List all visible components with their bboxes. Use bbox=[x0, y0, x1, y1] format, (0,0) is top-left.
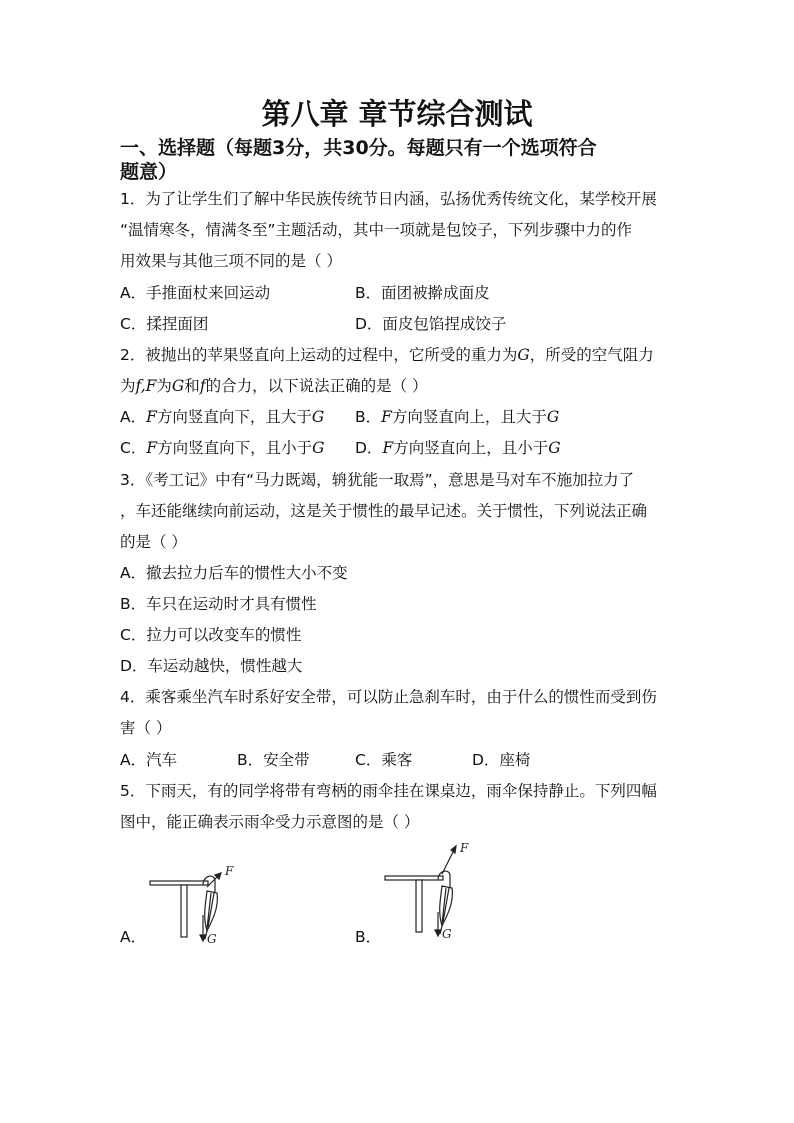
q4-option-a: A．汽车 bbox=[120, 751, 178, 769]
label-f: F bbox=[460, 841, 469, 855]
symbol-g: G bbox=[311, 408, 325, 426]
q2-stem-text: 2．被抛出的苹果竖直向上运动的过程中，它所受的重力为 bbox=[120, 346, 518, 364]
arrowhead-g bbox=[435, 930, 441, 936]
q3-option-a: A．撤去拉力后车的惯性大小不变 bbox=[120, 564, 348, 582]
symbol-g: G bbox=[546, 408, 560, 426]
q4-option-c: C．乘客 bbox=[355, 751, 413, 769]
symbol-g: G bbox=[548, 439, 561, 457]
q3-stem-line-1: 3．《考工记》中有“马力既竭，辀犹能一取焉”，意思是马对车不施加拉力了 bbox=[120, 471, 635, 489]
q2-stem-text: 的合力，以下说法正确的是（ ） bbox=[205, 377, 428, 395]
q4-stem-line-2: 害（ ） bbox=[120, 719, 172, 737]
q5-stem-line-2: 图中，能正确表示雨伞受力示意图的是（ ） bbox=[120, 813, 420, 831]
option-letter: B． bbox=[355, 408, 382, 426]
option-text: 方向竖直向上，且小于 bbox=[393, 439, 549, 457]
q2-option-d bbox=[355, 437, 561, 459]
q2-stem-text: 和 bbox=[184, 377, 200, 395]
q2-symbol-g: G bbox=[517, 346, 530, 364]
figure-b-umbrella-diagram bbox=[380, 838, 480, 948]
q2-stem-text: ，所受的空气阻力 bbox=[529, 346, 654, 364]
page-title: 第八章 章节综合测试 bbox=[261, 97, 533, 131]
symbol-f: F bbox=[146, 408, 157, 426]
desk-leg bbox=[416, 880, 422, 932]
option-letter: A． bbox=[120, 408, 147, 426]
section-heading bbox=[120, 136, 680, 184]
q3-stem-line-2: ，车还能继续向前运动，这是关于惯性的最早记述。关于惯性，下列说法正确 bbox=[120, 502, 648, 520]
option-text: 方向竖直向上，且大于 bbox=[391, 408, 547, 426]
section-heading-line-2: 题意） bbox=[120, 161, 178, 183]
q5-stem-line-1: 5．下雨天，有的同学将带有弯柄的雨伞挂在课桌边，雨伞保持静止。下列四幅 bbox=[120, 782, 657, 800]
q2-stem-text: 为 bbox=[156, 377, 172, 395]
q3-option-b: B．车只在运动时才具有惯性 bbox=[120, 595, 317, 613]
label-g: G bbox=[207, 932, 217, 946]
desk-top bbox=[385, 876, 443, 880]
q1-option-d: D．面皮包馅捏成饺子 bbox=[355, 315, 507, 333]
q1-option-a: A．手推面杖来回运动 bbox=[120, 284, 271, 302]
desk-leg bbox=[181, 885, 187, 937]
label-g: G bbox=[442, 927, 452, 941]
figure-b-label: B． bbox=[355, 928, 382, 946]
figure-a-label: A． bbox=[120, 928, 147, 946]
arrowhead-f bbox=[451, 846, 456, 853]
symbol-f: F bbox=[381, 408, 392, 426]
option-text: 方向竖直向下，且小于 bbox=[157, 439, 313, 457]
q2-option-a bbox=[120, 406, 324, 428]
q2-option-c bbox=[120, 437, 325, 459]
option-letter: D． bbox=[355, 439, 383, 457]
q4-stem-line-1: 4．乘客乘坐汽车时系好安全带，可以防止急刹车时，由于什么的惯性而受到伤 bbox=[120, 688, 657, 706]
symbol-g: G bbox=[312, 439, 325, 457]
q2-option-b bbox=[355, 406, 559, 428]
q1-option-c: C．揉捏面团 bbox=[120, 315, 209, 333]
q1-stem-line-2: “温情寒冬，情满冬至”主题活动，其中一项就是包饺子，下列步骤中力的作 bbox=[120, 221, 633, 239]
symbol-f: F bbox=[382, 439, 394, 457]
q1-stem-line-1: 1．为了让学生们了解中华民族传统节日内涵，弘扬优秀传统文化，某学校开展 bbox=[120, 190, 657, 208]
q2-symbol-f: f bbox=[199, 377, 206, 395]
q1-option-b: B．面团被擀成面皮 bbox=[355, 284, 490, 302]
q4-option-b: B．安全带 bbox=[237, 751, 310, 769]
symbol-f: F bbox=[146, 439, 158, 457]
q4-option-d: D．座椅 bbox=[472, 751, 531, 769]
q2-stem-line-1 bbox=[120, 344, 680, 366]
q3-stem-line-3: 的是（ ） bbox=[120, 533, 187, 551]
q2-stem-line-2 bbox=[120, 375, 680, 397]
q3-option-d: D．车运动越快，惯性越大 bbox=[120, 657, 303, 675]
label-f: F bbox=[225, 864, 234, 878]
option-text: 方向竖直向下，且大于 bbox=[156, 408, 312, 426]
figure-a-umbrella-diagram bbox=[145, 855, 245, 950]
desk-top bbox=[150, 881, 208, 885]
section-heading-line-1: 一、选择题（每题3分，共30分。每题只有一个选项符合 bbox=[120, 137, 597, 159]
arrowhead-g bbox=[200, 935, 206, 941]
q3-option-c: C．拉力可以改变车的惯性 bbox=[120, 626, 302, 644]
q1-stem-line-3: 用效果与其他三项不同的是（ ） bbox=[120, 252, 342, 270]
q2-stem-text: 为 bbox=[120, 377, 136, 395]
option-letter: C． bbox=[120, 439, 147, 457]
q2-symbol-g: G bbox=[171, 377, 185, 395]
q2-symbol-f-f: f,F bbox=[135, 377, 157, 395]
